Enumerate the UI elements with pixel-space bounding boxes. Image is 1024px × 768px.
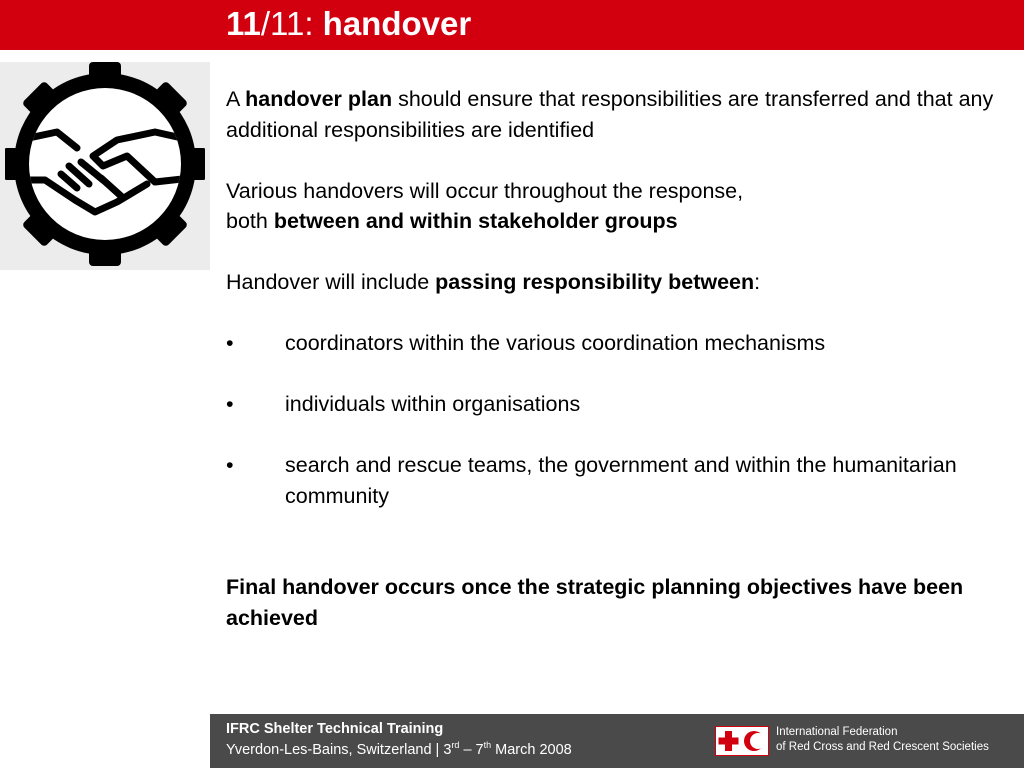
text-run: : [754, 270, 761, 294]
footer-bar [210, 714, 1024, 768]
red-cross-crescent-logo [715, 726, 769, 756]
training-name: IFRC Shelter Technical Training [226, 721, 444, 737]
bullet-text: individuals within organisations [285, 392, 581, 416]
slide-body [226, 84, 1006, 633]
org-line: International Federation [776, 726, 898, 738]
text-run: both [226, 209, 274, 233]
handshake-gear-icon [5, 62, 205, 270]
icon-panel [0, 62, 210, 270]
red-cross-crescent-icon [716, 727, 768, 755]
bold-run: passing responsibility between [435, 270, 755, 294]
bullet-item [226, 328, 1006, 359]
bold-run: handover plan [245, 87, 393, 111]
organisation-name [776, 725, 989, 755]
responsibility-paragraph [226, 267, 1006, 298]
final-handover-statement: Final handover occurs once the strategic planning objectives have been achieved [226, 575, 964, 630]
location-text: Yverdon-Les-Bains, Switzerland | 3 [226, 742, 452, 758]
bullet-mark: • [226, 392, 234, 416]
bullet-text: search and rescue teams, the government and within the humanitarian community [285, 453, 957, 508]
ordinal-suffix: rd [451, 740, 460, 751]
bullet-text: coordinators within the various coordination mechanisms [285, 331, 826, 355]
org-line: of Red Cross and Red Crescent Societies [776, 741, 989, 753]
bullet-item [226, 389, 1006, 420]
bullet-mark: • [226, 453, 234, 477]
handovers-paragraph [226, 176, 1006, 237]
text-run: Handover will include [226, 270, 436, 294]
title-number: 11 [226, 5, 261, 42]
title-word: handover [322, 5, 472, 42]
training-location-date [226, 742, 572, 758]
title-total: /11: [260, 5, 323, 42]
bold-run: between and within stakeholder groups [273, 209, 678, 233]
handover-plan-paragraph [226, 84, 1006, 145]
bullet-mark: • [226, 331, 234, 355]
ordinal-suffix: th [483, 740, 492, 751]
text-run: Various handovers will occur throughout the response, [226, 178, 744, 203]
slide-title [226, 4, 471, 44]
text-run: A [226, 87, 246, 111]
bullet-item [226, 450, 1006, 511]
month-text: March 2008 [491, 742, 572, 758]
date-range-text: – 7 [459, 742, 484, 758]
title-bar [0, 0, 1024, 50]
text-run: should ensure that responsibilities are transferred and that any additional responsibilities are identified [226, 87, 994, 142]
